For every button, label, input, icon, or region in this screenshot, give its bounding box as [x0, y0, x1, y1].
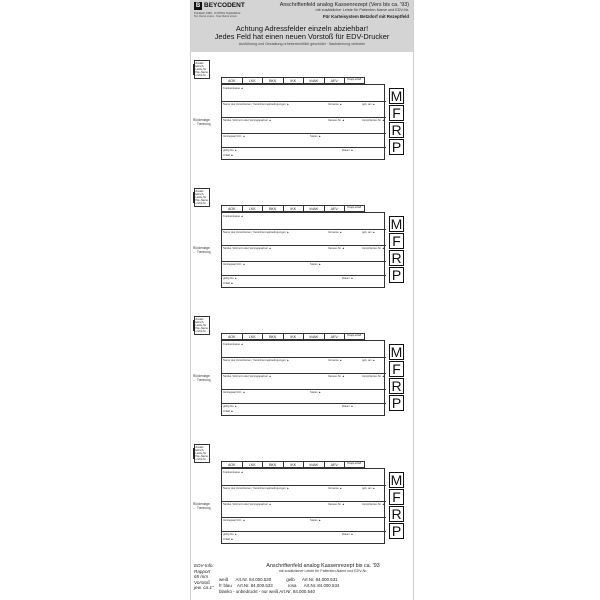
patient-name-strip: Zusatz- Einsch- Leiste für Pat.-Name und E-Nr. — [194, 444, 210, 463]
insurer-row — [221, 77, 365, 84]
article-row: weiß Art.Nr. 84.000.530 gelb Art.Nr. 84.000.531 — [219, 577, 338, 582]
field-name: Name des Versicherten / Versicherungsbedingungen ▲ — [223, 487, 290, 490]
field-kassennr: Kassen-Nr. ▲ — [328, 119, 345, 122]
insurer-row — [221, 333, 365, 340]
insurer-cell: AEV — [324, 461, 345, 468]
field-status: Status ▲ — [310, 135, 322, 138]
field-datum: Datum ▲ — [342, 149, 354, 152]
header-system: Für Karteisystem Betzdorf mit Rezeptfeld — [322, 14, 409, 19]
field-datum: Datum ▲ — [342, 277, 354, 280]
insurer-cell: LKK — [242, 205, 263, 212]
field-unfall: Unfall ▲ — [223, 538, 234, 541]
patient-name-strip: Zusatz- Einsch- Leiste für Pat.-Name und E-Nr. — [194, 188, 210, 207]
field-datum: Datum ▲ — [342, 533, 354, 536]
field-gueltig: gültig bis ▲ — [223, 277, 238, 280]
insurer-cell: VdAK — [303, 461, 324, 468]
field-kassennr: Kassen-Nr. ▲ — [328, 375, 345, 378]
insurer-cell: LKK — [242, 333, 263, 340]
field-unfall: Unfall ▲ — [223, 282, 234, 285]
marker-box-r: R — [389, 122, 404, 138]
insurer-cell: Knapp-schaft — [344, 77, 365, 84]
sheet-header — [191, 0, 413, 52]
field-gueltig: gültig bis ▲ — [223, 405, 238, 408]
field-vorname: Vorname ▲ — [328, 359, 343, 362]
insurer-cell: BKK — [262, 205, 283, 212]
field-name: Name des Versicherten / Versicherungsbedingungen ▲ — [223, 359, 290, 362]
insurer-cell: AEV — [324, 77, 345, 84]
field-geb: geb. am ▲ — [362, 103, 376, 106]
marker-box-p: P — [389, 523, 404, 539]
header-title: Anschriftenfeld analog Kassenrezept (Vers bis ca. '93) — [279, 2, 409, 8]
insurer-cell: IKK — [283, 333, 304, 340]
address-box — [221, 84, 385, 160]
marker-box-f: F — [389, 361, 404, 377]
article-row: h' blau Art.Nr. 84.000.533 rosa Art.Nr. 84.000.534 — [219, 583, 340, 588]
marker-box-p: P — [389, 395, 404, 411]
edv-info: EDV-Info: Rapport 65 mm Vorstoß jew. ca.1" — [194, 563, 214, 591]
brand-name: BEYCODENT — [204, 2, 245, 9]
footer-subtitle: mit zusätzlicher Leiste für Patienten-Name und EDV-Nr. — [278, 569, 368, 573]
address-box — [221, 340, 385, 416]
field-geb: geb. am ▲ — [362, 359, 376, 362]
address-form — [191, 58, 413, 176]
field-kassennr: Kassen-Nr. ▲ — [328, 503, 345, 506]
field-versnr: Versicherten-Nr. ▲ — [362, 503, 385, 506]
address-box — [221, 468, 385, 544]
sheet-footer — [191, 560, 413, 600]
marker-box-f: F — [389, 489, 404, 505]
marker-box-m: M — [390, 472, 403, 488]
field-unfall: Unfall ▲ — [223, 410, 234, 413]
marker-box-m: M — [390, 344, 403, 360]
label-sheet — [190, 0, 414, 600]
side-label: Rückenlage ← Trennung — [193, 246, 211, 254]
patient-name-strip: Zusatz- Einsch- Leiste für Pat.-Name und E-Nr. — [194, 316, 210, 335]
insurer-cell: BKK — [262, 461, 283, 468]
field-gueltig: gültig bis ▲ — [223, 533, 238, 536]
address-form — [191, 186, 413, 304]
insurer-cell: VdAK — [303, 333, 324, 340]
field-datum: Datum ▲ — [342, 405, 354, 408]
insurer-cell: AOK — [221, 77, 242, 84]
insurer-cell: Knapp-schaft — [344, 461, 365, 468]
insurer-cell: Knapp-schaft — [344, 333, 365, 340]
insurer-cell: AOK — [221, 205, 242, 212]
field-strasse: Straße, Wohnort oder Vertragspartner ▲ — [223, 503, 272, 506]
field-versnr: Versicherten-Nr. ▲ — [362, 119, 385, 122]
insurer-cell: BKK — [262, 77, 283, 84]
marker-box-p: P — [389, 267, 404, 283]
field-vorname: Vorname ▲ — [328, 231, 343, 234]
field-status: Status ▲ — [310, 519, 322, 522]
marker-box-r: R — [389, 506, 404, 522]
insurer-cell: IKK — [283, 205, 304, 212]
field-geb: geb. am ▲ — [362, 487, 376, 490]
insurer-cell: BKK — [262, 333, 283, 340]
field-kasse: Krankenkasse ▲ — [223, 471, 244, 474]
brand-address: Postfach 1360 · D-57501 Teplitz/Ruhr Tel. 0xxxx xxxxx · Fax 0xxxx xxxxx — [194, 11, 241, 19]
address-box — [221, 212, 385, 288]
field-kasse: Krankenkasse ▲ — [223, 343, 244, 346]
field-unfall: Unfall ▲ — [223, 154, 234, 157]
insurer-cell: IKK — [283, 461, 304, 468]
field-versnr: Versicherten-Nr. ▲ — [362, 247, 385, 250]
marker-box-p: P — [389, 139, 404, 155]
field-arzt: Vertragsarzt-Nr. ▲ — [223, 135, 246, 138]
header-warning-1: Achtung Adressfelder einzeln abziehbar! — [235, 24, 369, 33]
field-arzt: Vertragsarzt-Nr. ▲ — [223, 391, 246, 394]
field-strasse: Straße, Wohnort oder Vertragspartner ▲ — [223, 375, 272, 378]
field-name: Name des Versicherten / Versicherungsbedingungen ▲ — [223, 231, 290, 234]
field-arzt: Vertragsarzt-Nr. ▲ — [223, 519, 246, 522]
field-name: Name des Versicherten / Versicherungsbedingungen ▲ — [223, 103, 290, 106]
insurer-cell: VdAK — [303, 205, 324, 212]
field-vorname: Vorname ▲ — [328, 487, 343, 490]
marker-box-f: F — [389, 233, 404, 249]
address-form — [191, 314, 413, 432]
insurer-cell: LKK — [242, 461, 263, 468]
field-kasse: Krankenkasse ▲ — [223, 87, 244, 90]
side-label: Rückenlage ← Trennung — [193, 374, 211, 382]
marker-box-r: R — [389, 250, 404, 266]
insurer-cell: Knapp-schaft — [344, 205, 365, 212]
marker-box-r: R — [389, 378, 404, 394]
field-kasse: Krankenkasse ▲ — [223, 215, 244, 218]
field-gueltig: gültig bis ▲ — [223, 149, 238, 152]
field-arzt: Vertragsarzt-Nr. ▲ — [223, 263, 246, 266]
footer-title: Anschriftenfeld analog Kassenrezept bis ca. '93 — [266, 563, 380, 569]
side-label: Rückenlage ← Trennung — [193, 118, 211, 126]
header-subtitle: mit zusätzlicher Leiste für Patienten-Name und EDV-Nr. — [315, 8, 409, 12]
field-status: Status ▲ — [310, 263, 322, 266]
brand-logo-icon: B — [195, 3, 201, 9]
marker-box-m: M — [390, 88, 403, 104]
header-warning-2: Jedes Feld hat einen neuen Vorstoß für EDV-Drucker — [214, 32, 390, 41]
field-strasse: Straße, Wohnort oder Vertragspartner ▲ — [223, 247, 272, 250]
field-strasse: Straße, Wohnort oder Vertragspartner ▲ — [223, 119, 272, 122]
insurer-cell: VdAK — [303, 77, 324, 84]
field-versnr: Versicherten-Nr. ▲ — [362, 375, 385, 378]
field-vorname: Vorname ▲ — [328, 103, 343, 106]
article-row: blanko - unbedruckt - nur weiß Art.Nr. 84.000.540 — [219, 589, 315, 594]
insurer-cell: LKK — [242, 77, 263, 84]
marker-box-f: F — [389, 105, 404, 121]
marker-box-m: M — [390, 216, 403, 232]
insurer-row — [221, 461, 365, 468]
insurer-cell: AEV — [324, 333, 345, 340]
patient-name-strip: Zusatz- Einsch- Leiste für Pat.-Name und E-Nr. — [194, 60, 210, 79]
field-geb: geb. am ▲ — [362, 231, 376, 234]
field-kassennr: Kassen-Nr. ▲ — [328, 247, 345, 250]
side-label: Rückenlage ← Trennung — [193, 502, 211, 510]
insurer-cell: IKK — [283, 77, 304, 84]
address-form — [191, 442, 413, 560]
insurer-cell: AOK — [221, 461, 242, 468]
insurer-cell: AOK — [221, 333, 242, 340]
field-status: Status ▲ — [310, 391, 322, 394]
header-copyright: Ausführung und Gestaltung urheberrechtlich geschützt · Nachahmung verboten — [238, 42, 366, 46]
insurer-row — [221, 205, 365, 212]
insurer-cell: AEV — [324, 205, 345, 212]
